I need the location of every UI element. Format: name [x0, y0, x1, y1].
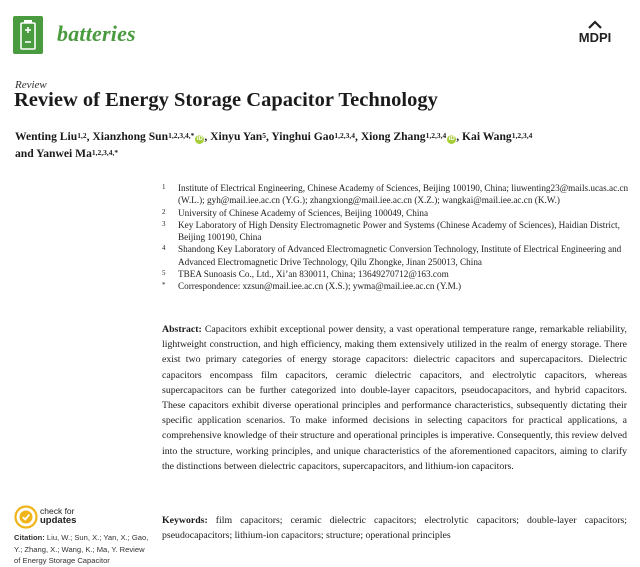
affiliation-text: Correspondence: xzsun@mail.iee.ac.cn (X.S.); ywma@mail.iee.ac.cn (Y.M.): [178, 281, 462, 292]
affiliations: [162, 182, 632, 293]
author-name-text: Xianzhong Sun: [92, 130, 169, 143]
affiliation-number: *: [162, 281, 166, 290]
author-affiliation-marks: 1,2: [77, 131, 87, 140]
author-affiliation-marks: 1,2,3,4: [334, 131, 356, 140]
article-type: Review: [15, 79, 47, 91]
affiliation-item: [162, 243, 632, 268]
abstract: [162, 322, 627, 474]
orcid-icon[interactable]: iD: [448, 136, 455, 142]
author-name-text: Kai Wang: [462, 130, 512, 143]
author-separator: ,: [86, 130, 93, 143]
publisher-name: MDPI: [578, 30, 612, 45]
author-name[interactable]: [15, 130, 87, 143]
author-separator: ,: [456, 130, 462, 143]
affiliation-text: Shandong Key Laboratory of Advanced Electromagnetic Conversion Technology, Institute of Electrical Engineering and Advanced Electromagnetic Drive Technology, Qilu Zhongke, Jinan 250013, China: [178, 244, 622, 267]
affiliation-text: University of Chinese Academy of Sciences, Beijing 100049, China: [178, 207, 429, 218]
page-header: [0, 0, 640, 62]
abstract-label: Abstract:: [162, 324, 202, 335]
affiliation-item: [162, 182, 632, 207]
citation: [14, 532, 149, 567]
author-list: [15, 128, 625, 162]
author-name-text: Xiong Zhang: [360, 130, 426, 143]
keywords-label: Keywords:: [162, 515, 208, 526]
battery-icon[interactable]: [13, 16, 43, 54]
affiliation-item: [162, 280, 632, 292]
article-title: Review of Energy Storage Capacitor Technology: [14, 89, 438, 111]
author-name-text: Xinyu Yan: [210, 130, 263, 143]
affiliation-text: Institute of Electrical Engineering, Chinese Academy of Sciences, Beijing 100190, China; liuwenting23@mails.ucas.ac.cn (W.L.); gyh@mail.iee.ac.cn (Y.G.); zhangxiong@mail.iee.ac.cn (X.Z.); wangkai@mail.iee.ac.cn (K.W.): [178, 183, 629, 206]
check-for-updates-line1: check for: [40, 506, 75, 516]
affiliation-item: [162, 207, 632, 219]
author-affiliation-marks: 5: [262, 131, 266, 140]
author-name[interactable]: [462, 130, 532, 143]
check-for-updates-icon: [14, 505, 38, 529]
author-name-text: Wenting Liu: [15, 130, 78, 143]
affiliation-item: [162, 219, 632, 244]
author-separator: ,: [355, 130, 361, 143]
affiliation-number: 5: [162, 269, 166, 278]
author-name[interactable]: [15, 147, 118, 160]
affiliation-item: [162, 268, 632, 280]
journal-name[interactable]: batteries: [57, 21, 136, 46]
author-name[interactable]: [210, 130, 266, 143]
author-name-text: Yinghui Gao: [271, 130, 335, 143]
author-name-text: and Yanwei Ma: [15, 147, 92, 160]
affiliation-number: 2: [162, 207, 166, 216]
affiliation-number: 1: [162, 183, 166, 191]
author-separator: ,: [204, 130, 211, 143]
check-for-updates-line2: updates: [40, 515, 77, 526]
author-name[interactable]: [271, 130, 355, 143]
affiliation-number: 3: [162, 219, 166, 228]
author-name[interactable]: [92, 130, 204, 143]
citation-text: Liu, W.; Sun, X.; Yan, X.; Gao, Y.; Zhang, X.; Wang, K.; Ma, Y. Review of Energy Storage Capacitor: [14, 533, 149, 565]
citation-label: Citation:: [14, 533, 45, 542]
affiliation-text: Key Laboratory of High Density Electromagnetic Power and Systems (Chinese Academy of Sciences), Haidian District, Beijing 100190, China: [178, 219, 620, 243]
author-affiliation-marks: 1,2,3,4: [511, 131, 533, 140]
orcid-icon[interactable]: iD: [196, 136, 203, 142]
author-affiliation-marks: 1,2,3,4,*: [168, 131, 195, 140]
affiliation-text: TBEA Sunoasis Co., Ltd., Xi’an 830011, China; 13649270712@163.com: [178, 269, 449, 280]
author-name[interactable]: [361, 130, 456, 143]
keywords-text: film capacitors; ceramic dielectric capacitors; electrolytic capacitors; double-layer capacitors; pseudocapacitors; lithium-ion capacitors; structure; operational principles: [162, 515, 627, 542]
abstract-text: Capacitors exhibit exceptional power density, a vast operational temperature range, remarkable reliability, lightweight construction, and high efficiency, making them extensively utilized in the realm of energy storage. There exist two primary categories of energy storage capacitors: dielectric capacitors and supercapacitors. Dielectric capacitors encompass film capacitors, ceramic dielectric capacitors, and electrolytic capacitors, whereas supercapacitors can be further categorized into double-layer capacitors, pseudocapacitors, and hybrid capacitors. These capacitors exhibit diverse operational principles and performance characteristics, subsequently dictating their specific application scenarios. To make informed decisions in selecting capacitors for practical applications, a comprehensive knowledge of their structure and operational principles is imperative. Consequently, this review delved into the structure, working principles, and unique characteristics of the aforementioned capacitors, aiming to clarify the distinctions between dielectric capacitors, supercapacitors, and lithium-ion capacitors.: [162, 324, 627, 472]
author-affiliation-marks: 1,2,3,4: [425, 131, 447, 140]
check-for-updates-button[interactable]: [14, 505, 144, 531]
author-affiliation-marks: 1,2,3,4,*: [91, 148, 119, 157]
affiliation-number: 4: [162, 244, 166, 253]
keywords: [162, 513, 627, 543]
author-separator: ,: [265, 130, 272, 143]
publisher-chevron-icon: [588, 20, 602, 29]
check-for-updates-label: [40, 507, 76, 525]
